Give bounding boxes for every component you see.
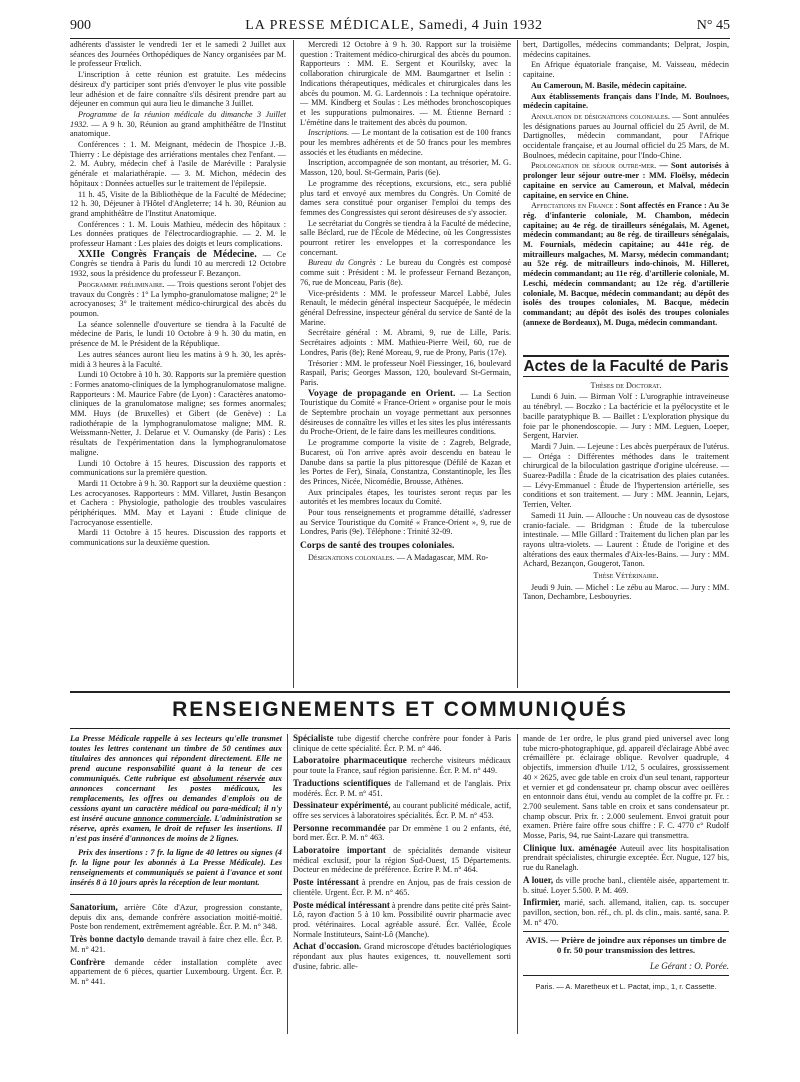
renseignements-title: RENSEIGNEMENTS ET COMMUNIQUÉS — [172, 698, 628, 721]
congress-title: XXIIe Congrès Français de Médecine. — [78, 248, 257, 260]
paragraph: Pour tous renseignements et programme détaillé, s'adresser au Service Touristique du Comité « France-Orient », 9, rue de Londres, Paris (9e). Téléphone : Trinité 32-09. — [300, 508, 511, 537]
congress-intro: — Ce Congrès se tiendra à Paris du lundi 10 au mercredi 12 Octobre 1932, sous la présidence du professeur F. Bezançon. — [70, 249, 286, 279]
notice-emphasis: annonce commerciale — [133, 814, 210, 823]
column-divider — [293, 40, 294, 688]
ad-text: au courant publicité médicale, actif, offre ses services à laboratoires spécialités. Écr. P. M. n° 453. — [293, 801, 511, 820]
ad-keyword: Sanatorium, — [70, 902, 118, 912]
notice-text: La Presse Médicale rappelle à ses lecteurs qu'elle transmet toutes les lettres contenant un timbre de 50 centimes aux titulaires des annonces qui répondent directement. Elle ne prend aucune responsabilité quant à la teneur de ces communiqués. Cette rubrique est — [70, 734, 282, 783]
faculte-title: Actes de la Faculté de Paris — [523, 355, 729, 377]
ad-keyword: Spécialiste — [293, 734, 334, 743]
paragraph — [523, 161, 729, 200]
issue-date: Samedi, 4 Juin 1932 — [418, 18, 543, 33]
classified-ad — [70, 958, 282, 987]
paragraph — [300, 553, 511, 563]
masthead — [245, 18, 542, 34]
paragraph — [300, 128, 511, 157]
thesis-entry: Lundi 6 Juin. — Birman Volf : L'urographie intraveineuse au ténébryl. — Boczko : La bactéricie et la pyélocystite et le bacille paratyphique B. — Baillet : L'exploration physique du foie par le phonendoscopie. — Jury : MM. Leguen, Loeper, Sergent, Harvier. — [523, 392, 729, 441]
paragraph: Trésorier : MM. le professeur Noël Fiessinger, 16, boulevard Raspail, Paris; Georges Masson, 120, boulevard St-Germain, Paris. — [300, 358, 511, 387]
notice-emphasis: absolument réservée — [192, 774, 266, 783]
ad-text: de spécialités demande visiteur médical exclusif, pour la région Sud-Ouest, 15 Départements. Docteur en médecine de préférence. Écrire P. M. n° 464. — [293, 846, 511, 875]
section-text: Le bureau du Congrès est composé comme suit : Président : M. le professeur Fernand Bezançon, 76, rue de Monceau, Paris (8e). — [300, 258, 511, 287]
ad-text: recherche visiteurs médicaux pour toute la France, sauf région parisienne. Écr. P. M. n° 449. — [293, 756, 511, 776]
paragraph: Au Cameroun, M. Basile, médecin capitaine. — [531, 80, 687, 90]
paragraph: La séance solennelle d'ouverture se tiendra à la Faculté de médecine de Paris, le lundi 10 Octobre à 9 h. 30 du matin, en présence de M. le Président de la République. — [70, 319, 286, 349]
classified-ad — [523, 844, 729, 873]
prix-notice: Prix des insertions : 7 fr. la ligne de 40 lettres ou signes (4 fr. la ligne pour les abonnés à La Presse Médicale). Les renseignements et communiqués se paient à l'avance et sont insérés 8 à 10 jours après la réception de leur montant. — [70, 848, 282, 887]
classified-ad — [293, 878, 511, 897]
paragraph: Les autres séances auront lieu les matins à 9 h. 30, les après-midi à 3 heures à la Faculté. — [70, 349, 286, 369]
paragraph: Le programme des réceptions, excursions, etc., sera publié plus tard et envoyé aux membres du Congrès. Un Comité de dames sera constitué pour organiser l'emploi du temps des femmes des Congressistes qui seront désireuses de s'y associer. — [300, 178, 511, 217]
ad-text: demande céder installation complète avec appartement de 6 pièces, quartier Luxembourg. Urgent. Écr. P. M. n° 441. — [70, 957, 282, 986]
paragraph: Mardi 11 Octobre à 9 h. 30. Rapport sur la deuxième question : Les acrocyanoses. Rapporteurs : MM. Villaret, Justin Besançon et Cachera : Physiologie, pathologie des troubles vasculaires périphériques. MM. May et Layani : Étude clinique de l'acrocyanose essentielle. — [70, 478, 286, 527]
ad-keyword: Dessinateur expérimenté, — [293, 800, 391, 811]
ad-text: Grand microscope d'études bactériologiques répondant aux plus hautes exigences, tt. nouvellement sorti d'usine, fabric. alle- — [293, 942, 511, 971]
paragraph: Vice-présidents : MM. le professeur Marcel Labbé, Jules Renault, le médecin général inspecteur Sacquépée, le médecin général Defressine, inspecteur général du service de Santé de la Marine. — [300, 288, 511, 327]
paragraph — [523, 112, 729, 161]
ad-text: ds ville proche banl., clientèle aisée, appartement tr. b. situé. Loyer 5.500. P. M. 469. — [523, 875, 729, 895]
vet-heading: Thèse Vétérinaire. — [593, 571, 659, 581]
ads-list — [293, 734, 511, 971]
paragraph: L'inscription à cette réunion est gratuite. Les médecins désireux d'y participer sont priés d'envoyer le plus vite possible leur adhésion et de faire connaître s'ils désirent prendre part au déjeuner en commun qui aura lieu le dimanche 3 Juillet. — [70, 70, 286, 109]
classified-ad — [293, 824, 511, 843]
ad-keyword: Traductions scientifiques — [293, 777, 391, 788]
thesis-entry: Samedi 11 Juin. — Allouche : Un nouveau cas de dysostose cranio-faciale. — Bridgman : Étude de la tuberculose intestinale. — Mlle Gillard : Traitement du lichen plan par les rayons ultra-violets. — Laurent : Étude de l'origine et des altérations des eaux thermales d'Aix-les-Bains. — Jury : MM. Achard, Bezançon, Gougerot, Tanon. — [523, 510, 729, 569]
ad-keyword: Confrère — [70, 956, 105, 967]
classified-ad — [70, 935, 282, 954]
section-label: Prolongation de séjour outre-mer. — [531, 161, 657, 171]
column-divider — [287, 734, 288, 1034]
paragraph — [300, 389, 511, 438]
paragraph: Aux principales étapes, les touristes seront reçus par les autorités et les membres locaux du Comité. — [300, 487, 511, 507]
paragraph: 11 h. 45, Visite de la Bibliothèque de la Faculté de Médecine; 12 h. 30, Déjeuner à l'Hôtel d'Angleterre; 14 h. 30, Réunion au grand amphithéâtre de l'Institut Anatomique. — [70, 189, 286, 218]
classified-ad — [293, 756, 511, 775]
paragraph: Le secrétariat du Congrès se tiendra à la Faculté de médecine, salle Béclard, rue de l'École de Médecine, où les Congressistes pourront retirer les enveloppes et la correspondance les concernant. — [300, 218, 511, 257]
paragraph: bert, Dartigolles, médecins commandants; Delprat, Jospin, médecins capitaines. — [523, 40, 729, 59]
paragraph: adhérents d'assister le vendredi 1er et le samedi 2 Juillet aux séances des Journées Orthopédiques de Nancy organisées par M. le professeur Frœlich. — [70, 40, 286, 69]
section-text: — A Madagascar, MM. Ro- — [396, 552, 489, 562]
program-text: — A 9 h. 30, Réunion au grand amphithéâtre de l'Institut anatomique. — [70, 119, 286, 139]
ad-keyword: Poste médical intéressant — [293, 899, 390, 910]
ad-keyword: Achat d'occasion. — [293, 941, 362, 952]
paragraph — [523, 201, 729, 327]
printer-line: Paris. — A. Maretheux et L. Pactat, imp., 1, r. Cassette. — [535, 982, 717, 992]
issue-number: N° 45 — [696, 18, 730, 33]
program-label: Programme préliminaire. — [78, 279, 165, 289]
paragraph: Secrétaire général : M. Abrami, 9, rue de Lille, Paris. Secrétaires adjoints : MM. Mathieu-Pierre Weil, 60, rue de Londres, Paris (8e); René Moreau, 9, rue de Prony, Paris (17e). — [300, 328, 511, 357]
section-label: Bureau du Congrès : — [308, 258, 383, 268]
section-label: Affectations en France : — [531, 201, 618, 211]
ad-text: à prendre dans petite cité près Saint-Lô, rayon d'action 5 à 10 km. Possibilité ouvrir pharmacie avec prod. vétérinaires. Local agréable assuré. Écr. Vallée, École Normale Instituteurs, Saint-Lô (Manche). — [293, 900, 511, 939]
ad-keyword: Clinique lux. aménagée — [523, 842, 617, 853]
avis-notice: AVIS. — Prière de joindre aux réponses un timbre de 0 fr. 50 pour transmission des lettres. — [525, 935, 727, 956]
paragraph: Mercredi 12 Octobre à 9 h. 30. Rapport sur la troisième question : Traitement médico-chirurgical des abcès du poumon. Rapporteurs : MM. E. Sergent et Kourilsky, avec la collaboration chirurgicale de MM. Baumgartner et Iselin : Indications thérapeutiques, médicales et chirurgicales dans les abcès du poumon. M. G. Lardennois : La technique opératoire. — MM. Kindberg et Soulas : Les méthodes bronchoscopiques et les suppurations pulmonaires. — M. Étienne Bernard : L'émétine dans le traitement des abcès du poumon. — [300, 40, 511, 127]
section-label: Inscriptions. — [308, 128, 350, 138]
section-rule — [70, 728, 730, 729]
ad-text: demande travail à faire chez elle. Écr. P. M. n° 421. — [70, 935, 282, 954]
section-text: Sont affectés en France : Au 3e rég. d'infanterie coloniale, M. Chambon, médecin capitaine; au 4e rég. de tirailleurs sénégalais, M. Agenet, médecin commandant; au 8e rég. de tirailleurs sénégalais, M. Fournials, médecin capitaine; au 441e rég. de mitrailleurs malgaches, M. Marsy, médecin commandant; au 52e rég. de mitrailleurs indo-chinois, M. Hilleret, médecin commandant; au 11e rég. d'artillerie coloniale, M. Leschi, médecin commandant; au 12e rég. d'artillerie coloniale, M. Bacque, médecin commandant; au dépôt des isolés des troupes coloniales, M. Bacque, médecin commandant; au dépôt des isolés des troupes coloniales (annexe de Bordeaux), M. Duga, médecin commandant. — [523, 201, 729, 327]
column-divider — [517, 40, 518, 688]
ad-text: de l'allemand et de l'anglais. Prix modérés. Écr. P. M. n° 451. — [293, 778, 511, 798]
ad-text: Auteuil avec lits hospitalisation prendrait spécialistes, chirurgie exceptée. Écr. Nugue, 127 bis, rue du Ranelagh. — [523, 843, 729, 873]
notice-text: aux annonces concernant les postes médicaux, les remplacements, les offres ou demandes d'emplois ou de cessions ayant un caractère médical ou para-médical; il n'y est inséré aucune — [70, 774, 282, 823]
classified-ad — [293, 801, 511, 820]
ad-keyword: A louer, — [523, 874, 554, 885]
thesis-entry: Jeudi 9 Juin. — Michel : Le zébu au Maroc. — Jury : MM. Tanon, Dechambre, Lesbouyries. — [523, 582, 729, 602]
paragraph: Lundi 10 Octobre à 15 heures. Discussion des rapports et communications sur la première question. — [70, 458, 286, 478]
classified-ad — [293, 846, 511, 875]
column-2 — [300, 40, 511, 688]
notice-text: . L'administration se réserve, après examen, le droit de refuser les insertions. Il n'est pas inséré d'annonces de moins de 2 lignes. — [70, 814, 282, 843]
paragraph: En Afrique équatoriale française, M. Vaisseau, médecin capitaine. — [523, 60, 729, 80]
section-label: Désignations coloniales. — [308, 552, 395, 562]
gerant-signature: Le Gérant : O. Porée. — [650, 960, 729, 971]
classified-ad — [293, 734, 511, 753]
paragraph: Aux établissements français dans l'Inde, M. Boulnoes, médecin capitaine. — [523, 91, 729, 111]
notice-rule — [70, 894, 282, 895]
publication-name: LA PRESSE MÉDICALE, — [245, 18, 415, 33]
thesis-entry: Mardi 7 Juin. — Lejeune : Les abcès puerpéraux de l'utérus. — Ortéga : Différentes méthodes dans le traitement chirurgical de la biloculation gastrique d'origine ulcéreuse. — Suarez-Padilla : Étude de la cicatrisation des plaies cutanées. — Lévy-Emmanuel : Étude de l'hypertension artérielle, ses conditions et son traitement. — Jury : MM. Jeannin, Lejars, Terrien, Velter. — [523, 441, 729, 510]
paragraph: Lundi 10 Octobre à 10 h. 30. Rapports sur la première question : Formes anatomo-cliniques de la lymphogranulomatose maligne. Rapporteurs : M. Maurice Fabre (de Lyon) : Caractères anatomo-cliniques de la granulomatose maligne; ses formes anormales; MM. Huys (de Bruxelles) et Gibert (de Genève) : La radiothérapie de la lymphogranulomatose maligne; MM. R. Weissmann-Netter, J. Delarue et V. Oumansky (de Paris) : Les résultats de l'expérimentation dans la lymphogranulomatose maligne. — [70, 370, 286, 457]
ad-text: tube digestif cherche confrère pour fonder à Paris clinique de cette spécialité. Écr. P. M. n° 446. — [293, 734, 511, 753]
classified-ad — [293, 901, 511, 940]
classified-ad — [523, 876, 729, 895]
voyage-text: — La Section Touristique du Comité « France-Orient » organise pour le mois de Septembre prochain un voyage permettant aux personnes désireuses de connaître les villes et les sites les plus intéressants du Proche-Orient, de le faire dans les meilleures conditions. — [300, 388, 511, 437]
ads-list — [523, 844, 729, 928]
section-rule — [70, 691, 730, 693]
ads-column-2 — [293, 734, 511, 1034]
classified-ad — [70, 903, 282, 932]
ads-column-1 — [70, 734, 282, 1034]
ads-list — [70, 903, 282, 987]
column-3 — [523, 40, 729, 350]
paragraph — [70, 280, 286, 319]
paragraph: Conférences : 1. M. Louis Mathieu, médecin des hôpitaux : Les données pratiques de l'électrocardiographie. — 2. M. le professeur Hamant : Les plaies des doigts et leurs complications. — [70, 219, 286, 249]
ad-keyword: Laboratoire pharmaceutique — [293, 755, 407, 766]
classified-ad — [293, 779, 511, 798]
ad-keyword: Poste intéressant — [293, 877, 359, 888]
faculte-section — [523, 355, 729, 685]
paragraph — [70, 250, 286, 279]
ad-keyword: Infirmier, — [523, 897, 561, 908]
column-divider — [517, 734, 518, 1034]
paragraph: Mardi 11 Octobre à 15 heures. Discussion des rapports et communications sur la deuxième question. — [70, 528, 286, 548]
editorial-notice — [70, 734, 282, 844]
ad-text: par Dr emmène 1 ou 2 enfants, été, bord mer. Écr. P. M. n° 463. — [293, 823, 511, 843]
ad-keyword: Personne recommandée — [293, 822, 386, 833]
classified-ad — [293, 942, 511, 971]
program-text: — Trois questions seront l'objet des travaux du Congrès : 1° La lympho-granulomatose maligne; 2° le acrocyanoses; 3° le traitement médico-chirurgical des abcès du poumon. — [70, 279, 286, 318]
paragraph — [70, 110, 286, 139]
section-text: — Sont annulées les désignations parues au Journal officiel du 25 Avril, de M. Dartignolles, médecin commandant, pour l'Afrique occidentale française, et au Journal officiel du 25 Mars, de M. Boulnoes, médecin capitaine, pour l'Indo-Chine. — [523, 111, 729, 160]
page-number: 900 — [70, 18, 91, 33]
theses-heading: Thèses de Doctorat. — [590, 380, 662, 390]
section-label: Annulation de désignations coloniales. — [531, 111, 670, 121]
page-header — [70, 18, 730, 39]
paragraph: Conférences : 1. M. Meignant, médecin de l'hospice J.-B. Thierry : Le dépistage des arriérations mentales chez l'enfant. — 2. M. Aubry, médecin chef à l'asile de Maréville : Paralysie générale et malariathérapie. — 3. M. Michon, médecin des hôpitaux : Données actuelles sur le traitement de l'épilepsie. — [70, 140, 286, 188]
ad-text: à prendre en Anjou, pas de frais cession de clientèle. Urgent. Écr. P. M. n° 465. — [293, 878, 511, 897]
paragraph: Inscription, accompagnée de son montant, au trésorier, M. G. Masson, 120, boul. St-Germain, Paris (6e). — [300, 158, 511, 178]
ad-keyword: Très bonne dactylo — [70, 934, 145, 945]
paragraph — [300, 258, 511, 287]
paragraph: Le programme comporte la visite de : Zagreb, Belgrade, Bucarest, où l'on arrive après avoir descendu en bateau le Danube dans sa partie la plus pittoresque (Défilé de Kazan et les Portes de Fer), Sinaïa, Constantza, Constantinople, les Îles des Princes, Nicée, Nicomédie, Brousse, Athènes. — [300, 438, 511, 486]
ad-text: marié, sach. allemand, italien, cap. ts. soccuper pavillon, section, bon. réf., ch. pl. ds clin., mais. santé, sana. P. M. n° 470. — [523, 898, 729, 927]
program-label: Programme de la réunion médicale du dimanche 3 Juillet 1932. — [70, 109, 286, 129]
section-text: — Sont autorisés à prolonger leur séjour outre-mer : MM. Floëlsy, médecin capitaine en service au Cameroun, et Malval, médecin capitaine, en service en Chine. — [523, 161, 729, 200]
ad-keyword: Laboratoire important — [293, 845, 386, 856]
section-text: — Le montant de la cotisation est de 100 francs pour les membres adhérents et de 50 francs pour les membres associés et les étudiants en médecine. — [300, 128, 511, 157]
column-1 — [70, 40, 286, 688]
classified-ad — [523, 898, 729, 927]
avis-rule — [523, 931, 729, 932]
ad-continuation: mande de 1er ordre, le plus grand pied universel avec long tube micro-photographique, gd. appareil d'éclairage Abbé avec crémaillère pr. éclairage oblique. Revolver quadruple, 4 objectifs, immersion d'huile 1/12, 5 oculaires, grossissement 40 × 2625, avec gde table en croix d'un seul tenant, rapporteur et vernier et gd condensateur pr. champ obscur avec oeillères en entonnoir dans étui, vendu au complet de la coffre pr. Fr. : 2.700 seulement. Sans table en croix et sans condensateur pr. champ obscur. Prix fr. : 2.000 seulement. Envoi gratuit pour examen. Prière faire offre sous chiffre : F. C. 4770 c° Rudolf Mosse, Paris, 94, rue Saint-Lazare qui transmettra. — [523, 734, 729, 841]
corps-title: Corps de santé des troupes coloniales. — [300, 540, 455, 552]
voyage-title: Voyage de propagande en Orient. — [308, 387, 456, 399]
footer-rule — [523, 975, 729, 976]
ads-column-3 — [523, 734, 729, 1034]
ad-text: arrière Côte d'Azur, progression constante, depuis dix ans, demande confrère association moitié-moitié. Poste bon rendement, extrêmement agréable. Écr. P. M. n° 348. — [70, 903, 282, 932]
